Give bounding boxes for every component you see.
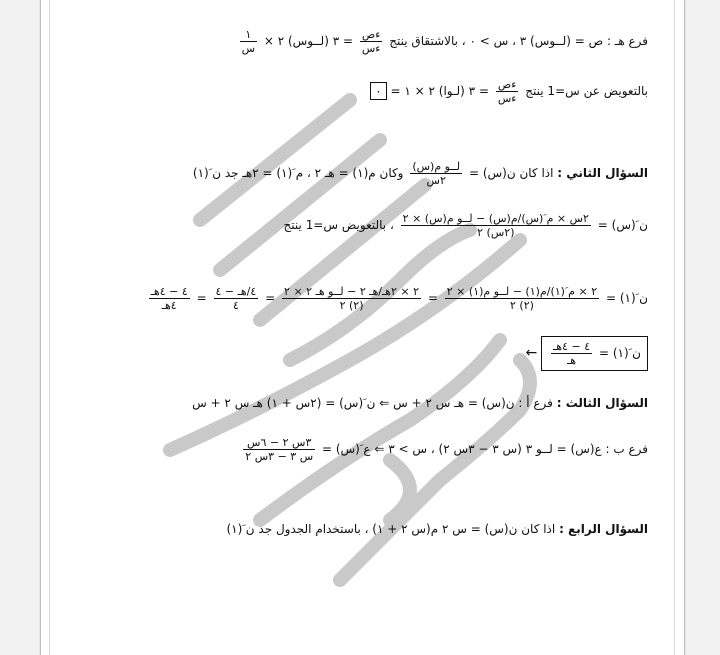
question-four-text: اذا كان ن(س) = س ٢ م(س ٢ + ١) ، باستخدام الجدول جد ن َ(١) [226,522,556,536]
question-four-label: السؤال الرابع : [559,522,648,536]
branch-b-text: فرع ب : ع(س) = لــو ٣ (س ٣ − ٣س ٢) ، س > ٣ ⇐ ع َ(س) = [321,442,648,456]
fraction-quotient-rule: $\frac{\text{٢س × م َ(س)/م(س) − لــو م(س) × ٢}}{\text{(٢س) ٢}}$ [402,212,589,239]
fraction-dy-dx-2: $\frac{\text{ءص}}{\text{ءس}}$ [497,78,517,105]
line-derivative-formula [284,212,648,239]
fraction-final: $\frac{\text{٤ − ٤هـ}}{\text{هـ}}$ [553,340,591,367]
line-substitution [370,78,648,105]
right-margin-rule [674,0,675,655]
fraction-log-over-2x: $\frac{\text{لــو م(س)}}{\text{٢س}}$ [412,160,461,187]
fraction-eval-3: $\frac{\text{٤/هـ − ٤}}{٤}$ [215,285,257,312]
arrow-icon: ← [525,345,538,361]
fraction-eval-1: $\frac{\text{٢ × م َ(١)/م(١) − لــو م(١) × ٢}}{(٢) ٢}$ [446,285,598,312]
answer-box: ٠ [370,82,386,100]
evaluation-lhs: ن َ(١) = [605,291,648,305]
question-three-label: السؤال الثالث : [556,396,648,410]
line-branch-e [237,28,648,55]
line-final-answer [519,336,648,371]
line-branch-b [240,436,648,463]
derivative-lhs: ن َ(س) = [597,218,648,232]
line-evaluation: ن َ(١) = $\frac{\text{٢ × م َ(١)/م(١) − لــو م(١) × ٢}}{(٢) ٢}$ = $\frac{\text{٢ × ٢هـ/هـ ٢ − لــو هـ ٢ × ٢}}{(٢) ٢}$ = $\frac{\text{٤/هـ − ٤}}{٤}$ = $\frac{\text{٤ − ٤هـ}}{\text{٤هـ}}$ [150,285,648,312]
fraction-branch-b: $\frac{\text{٣س ٢ − ٦س}}{\text{س ٣ − ٣س ٢}}$ [245,436,314,463]
question-two-label: السؤال الثاني : [557,166,648,180]
substitution-tail: = ٣ (لـوا) ٢ × ١ = [390,84,489,98]
fraction-dy-dx: $\frac{\text{ءص}}{\text{ءس}}$ [361,28,381,55]
branch-e-text: فرع هـ : ص = (لــوس) ٣ ، س > ٠ ، بالاشتقاق ينتج [389,34,648,48]
line-question-three [192,396,648,410]
left-margin-rule [49,0,50,655]
substitution-text: بالتعويض عن س=1 ينتج [525,84,648,98]
line-question-four [226,522,648,536]
fraction-one-over-x: $\frac{١}{\text{س}}$ [241,28,255,55]
question-two-text: اذا كان ن(س) = [468,166,554,180]
final-answer-box: ن َ(١) = $\frac{\text{٤ − ٤هـ}}{\text{هـ}}$ [541,336,648,371]
derivative-tail: ، بالتعويض س=1 ينتج [283,218,394,232]
fraction-eval-4: $\frac{\text{٤ − ٤هـ}}{\text{٤هـ}}$ [150,285,188,312]
line-question-two [193,160,648,187]
fraction-eval-2: $\frac{\text{٢ × ٢هـ/هـ ٢ − لــو هـ ٢ × ٢}}{(٢) ٢}$ [284,285,420,312]
branch-e-mid: = ٣ (لــوس) ٢ × [263,34,354,48]
question-three-text: فرع أ : ن(س) = هـ س ٢ + س ⇐ ن َ(س) = (٢س + ١) هـ س ٢ + س [192,396,553,410]
question-two-tail: وكان م(١) = هـ ٢ ، م َ(١) = ٢هـ جد ن َ(١) [192,166,404,180]
